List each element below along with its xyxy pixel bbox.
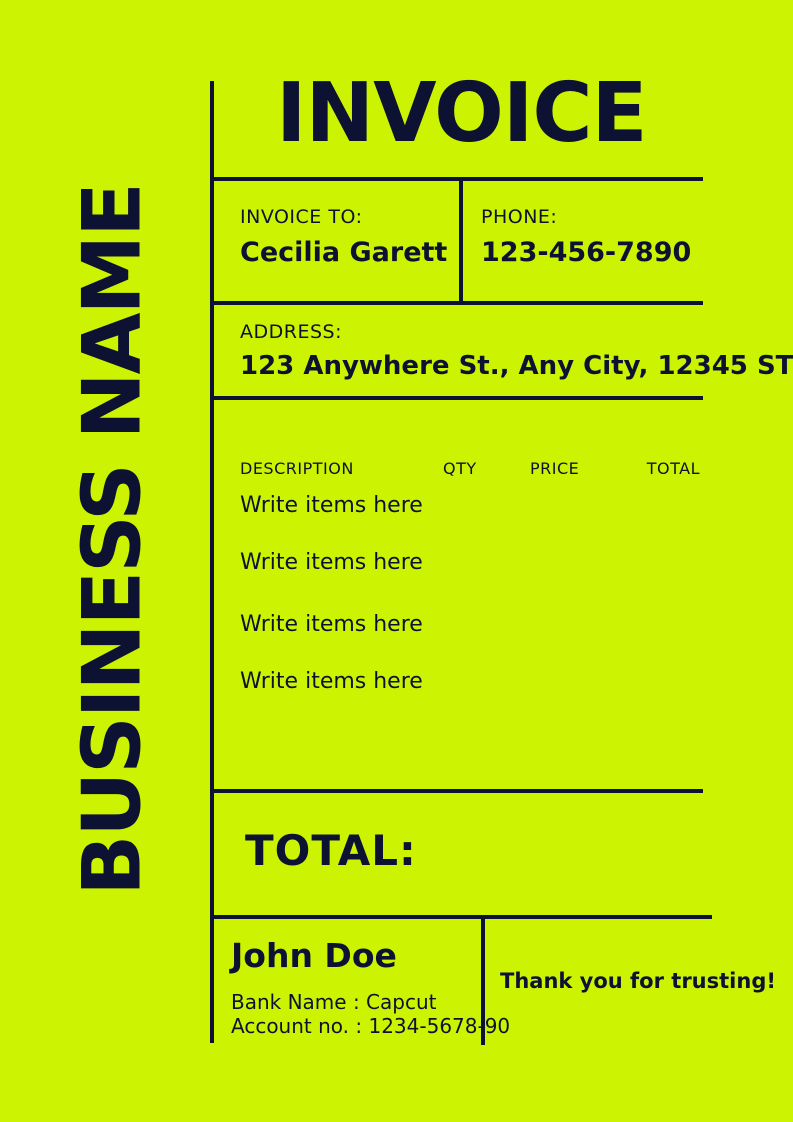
total-label: TOTAL:: [245, 826, 417, 875]
divider-invoiceto-phone: [459, 177, 463, 305]
item-row-placeholder: Write items here: [240, 550, 423, 575]
account-number-line: Account no. : 1234-5678-90: [231, 1014, 511, 1038]
invoice-to-label: INVOICE TO:: [240, 206, 363, 228]
address-value: 123 Anywhere St., Any City, 12345 ST: [240, 351, 793, 381]
column-header-price: PRICE: [530, 459, 580, 478]
divider-above-total: [210, 789, 703, 793]
divider-above-footer: [210, 915, 712, 919]
invoice-to-name: Cecilia Garett: [240, 237, 448, 268]
item-row-placeholder: Write items here: [240, 669, 423, 694]
invoice-title: INVOICE: [276, 66, 647, 161]
column-header-description: DESCRIPTION: [240, 459, 354, 478]
payee-name: John Doe: [231, 936, 397, 975]
column-header-total: TOTAL: [646, 459, 700, 478]
item-row-placeholder: Write items here: [240, 493, 423, 518]
divider-under-contact: [210, 301, 703, 305]
item-row-placeholder: Write items here: [240, 612, 423, 637]
phone-number: 123-456-7890: [481, 237, 692, 268]
divider-under-title: [210, 177, 703, 181]
divider-under-address: [210, 396, 703, 400]
phone-label: PHONE:: [481, 206, 558, 228]
bank-name-line: Bank Name : Capcut: [231, 990, 437, 1014]
column-header-qty: QTY: [443, 459, 477, 478]
address-label: ADDRESS:: [240, 321, 342, 343]
business-name-vertical-label: BUSINESS NAME: [65, 184, 159, 896]
thank-you-message: Thank you for trusting!: [500, 969, 776, 993]
left-border-rule: [210, 81, 214, 1043]
